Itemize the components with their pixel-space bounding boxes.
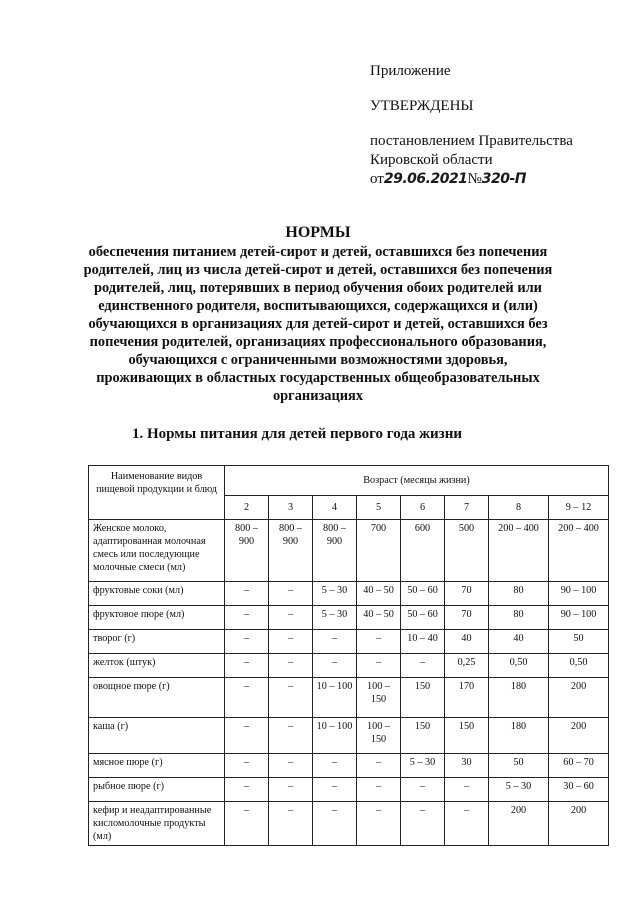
table-row [89,654,609,678]
heading-line: родителей, лиц из числа детей-сирот и детей, оставшихся без попечения [83,262,553,278]
value-cell: – [313,802,357,846]
appendix-label: Приложение [370,63,451,79]
value-cell: 5 – 30 [313,582,357,606]
table-row [89,718,609,754]
value-cell: – [401,802,445,846]
table-row [89,754,609,778]
value-cell: 5 – 30 [489,778,549,802]
value-cell: 40 [445,630,489,654]
section-title: 1. Нормы питания для детей первого года жизни [132,426,462,442]
value-cell: – [401,654,445,678]
value-cell: 180 [489,718,549,754]
date-line [370,170,573,189]
value-cell: 50 [489,754,549,778]
value-cell: 0,50 [549,654,609,678]
table-row [89,678,609,718]
value-cell: 5 – 30 [313,606,357,630]
value-cell: 30 – 60 [549,778,609,802]
value-cell: 40 – 50 [357,606,401,630]
number-prefix: № [467,171,482,187]
value-cell: 5 – 30 [401,754,445,778]
product-name-cell: рыбное пюре (г) [89,778,225,802]
value-cell: 150 [401,678,445,718]
heading-line: обеспечения питанием детей-сирот и детей, оставшихся без попечения [88,244,548,260]
table-row [89,520,609,582]
table-row [89,582,609,606]
value-cell: 800 – 900 [269,520,313,582]
value-cell: – [269,718,313,754]
table-row [89,630,609,654]
value-cell: 10 – 100 [313,678,357,718]
value-cell: 30 [445,754,489,778]
product-name-cell: фруктовое пюре (мл) [89,606,225,630]
heading-line: попечения родителей, организациях профессионального образования, [89,334,547,350]
value-cell: 100 – 150 [357,718,401,754]
value-cell: – [269,606,313,630]
nutrition-norms-table [88,465,609,846]
value-cell: 100 – 150 [357,678,401,718]
value-cell: 170 [445,678,489,718]
decree-line-2: Кировской области [370,152,493,168]
value-cell: – [225,802,269,846]
value-cell: 200 [489,802,549,846]
value-cell: 200 [549,802,609,846]
value-cell: 90 – 100 [549,606,609,630]
value-cell: 40 [489,630,549,654]
heading-subtitle [80,243,556,405]
age-header: Возраст (месяцы жизни) [225,466,609,496]
value-cell: – [313,754,357,778]
product-name-cell: желток (штук) [89,654,225,678]
value-cell: 60 – 70 [549,754,609,778]
date-prefix: от [370,171,384,187]
table-row [89,606,609,630]
value-cell: 80 [489,582,549,606]
value-cell: – [357,630,401,654]
value-cell: – [225,582,269,606]
heading-line: проживающих в областных государственных общеобразовательных [96,370,540,386]
table-body [89,520,609,846]
value-cell: – [269,654,313,678]
value-cell: – [269,582,313,606]
value-cell: 40 – 50 [357,582,401,606]
approved-label: УТВЕРЖДЕНЫ [370,98,474,114]
product-name-cell: мясное пюре (г) [89,754,225,778]
value-cell: – [357,802,401,846]
value-cell: 10 – 100 [313,718,357,754]
product-name-cell: кефир и неадаптированные кисломолочные продукты (мл) [89,802,225,846]
table-row [89,802,609,846]
value-cell: – [313,630,357,654]
value-cell: 200 [549,718,609,754]
table-header-row [89,466,609,496]
value-cell: – [269,802,313,846]
value-cell: 70 [445,582,489,606]
value-cell: – [445,802,489,846]
value-cell: 800 – 900 [225,520,269,582]
value-cell: – [269,678,313,718]
age-column-header: 3 [269,496,313,520]
value-cell: – [445,778,489,802]
product-name-cell: фруктовые соки (мл) [89,582,225,606]
heading-title: НОРМЫ [285,224,351,241]
value-cell: – [269,778,313,802]
value-cell: 0,50 [489,654,549,678]
value-cell: 50 – 60 [401,582,445,606]
age-column-header: 6 [401,496,445,520]
age-column-header: 7 [445,496,489,520]
value-cell: 150 [445,718,489,754]
heading-line: обучающихся с ограниченными возможностями здоровья, [128,352,508,368]
product-name-cell: творог (г) [89,630,225,654]
value-cell: 500 [445,520,489,582]
value-cell: 200 – 400 [489,520,549,582]
product-name-cell: Женское молоко, адаптированная молочная смесь или последующие молочные смеси (мл) [89,520,225,582]
value-cell: 50 [549,630,609,654]
value-cell: – [401,778,445,802]
product-name-cell: овощное пюре (г) [89,678,225,718]
age-column-header: 9 – 12 [549,496,609,520]
handwritten-date: 29.06.2021 [383,171,468,187]
value-cell: 180 [489,678,549,718]
age-column-header: 8 [489,496,549,520]
value-cell: – [225,778,269,802]
value-cell: – [225,678,269,718]
age-column-header: 4 [313,496,357,520]
value-cell: 10 – 40 [401,630,445,654]
value-cell: – [357,778,401,802]
handwritten-number: 320-П [481,171,527,187]
value-cell: 90 – 100 [549,582,609,606]
value-cell: – [313,654,357,678]
heading-line: единственного родителя, воспитывающихся, содержащихся и (или) [98,298,538,314]
value-cell: 700 [357,520,401,582]
appendix-block [370,62,573,189]
heading-line: родителей, лиц, потерявших в период обучения обоих родителей или [94,280,542,296]
value-cell: 80 [489,606,549,630]
document-heading [80,224,556,405]
value-cell: – [313,778,357,802]
value-cell: 0,25 [445,654,489,678]
heading-line: организациях [272,388,364,404]
value-cell: – [269,754,313,778]
value-cell: – [225,754,269,778]
value-cell: 50 – 60 [401,606,445,630]
value-cell: 800 – 900 [313,520,357,582]
product-name-cell: каша (г) [89,718,225,754]
value-cell: – [225,630,269,654]
value-cell: 150 [401,718,445,754]
value-cell: 200 – 400 [549,520,609,582]
value-cell: – [225,718,269,754]
value-cell: – [269,630,313,654]
value-cell: – [357,654,401,678]
value-cell: 70 [445,606,489,630]
age-column-header: 2 [225,496,269,520]
decree-line-1: постановлением Правительства [370,133,573,149]
product-header: Наименование видов пищевой продукции и блюд [89,466,225,520]
heading-line: обучающихся в организациях для детей-сирот и детей, оставшихся без [88,316,548,332]
value-cell: 600 [401,520,445,582]
value-cell: – [357,754,401,778]
table-row [89,778,609,802]
value-cell: – [225,606,269,630]
age-column-header: 5 [357,496,401,520]
value-cell: 200 [549,678,609,718]
value-cell: – [225,654,269,678]
